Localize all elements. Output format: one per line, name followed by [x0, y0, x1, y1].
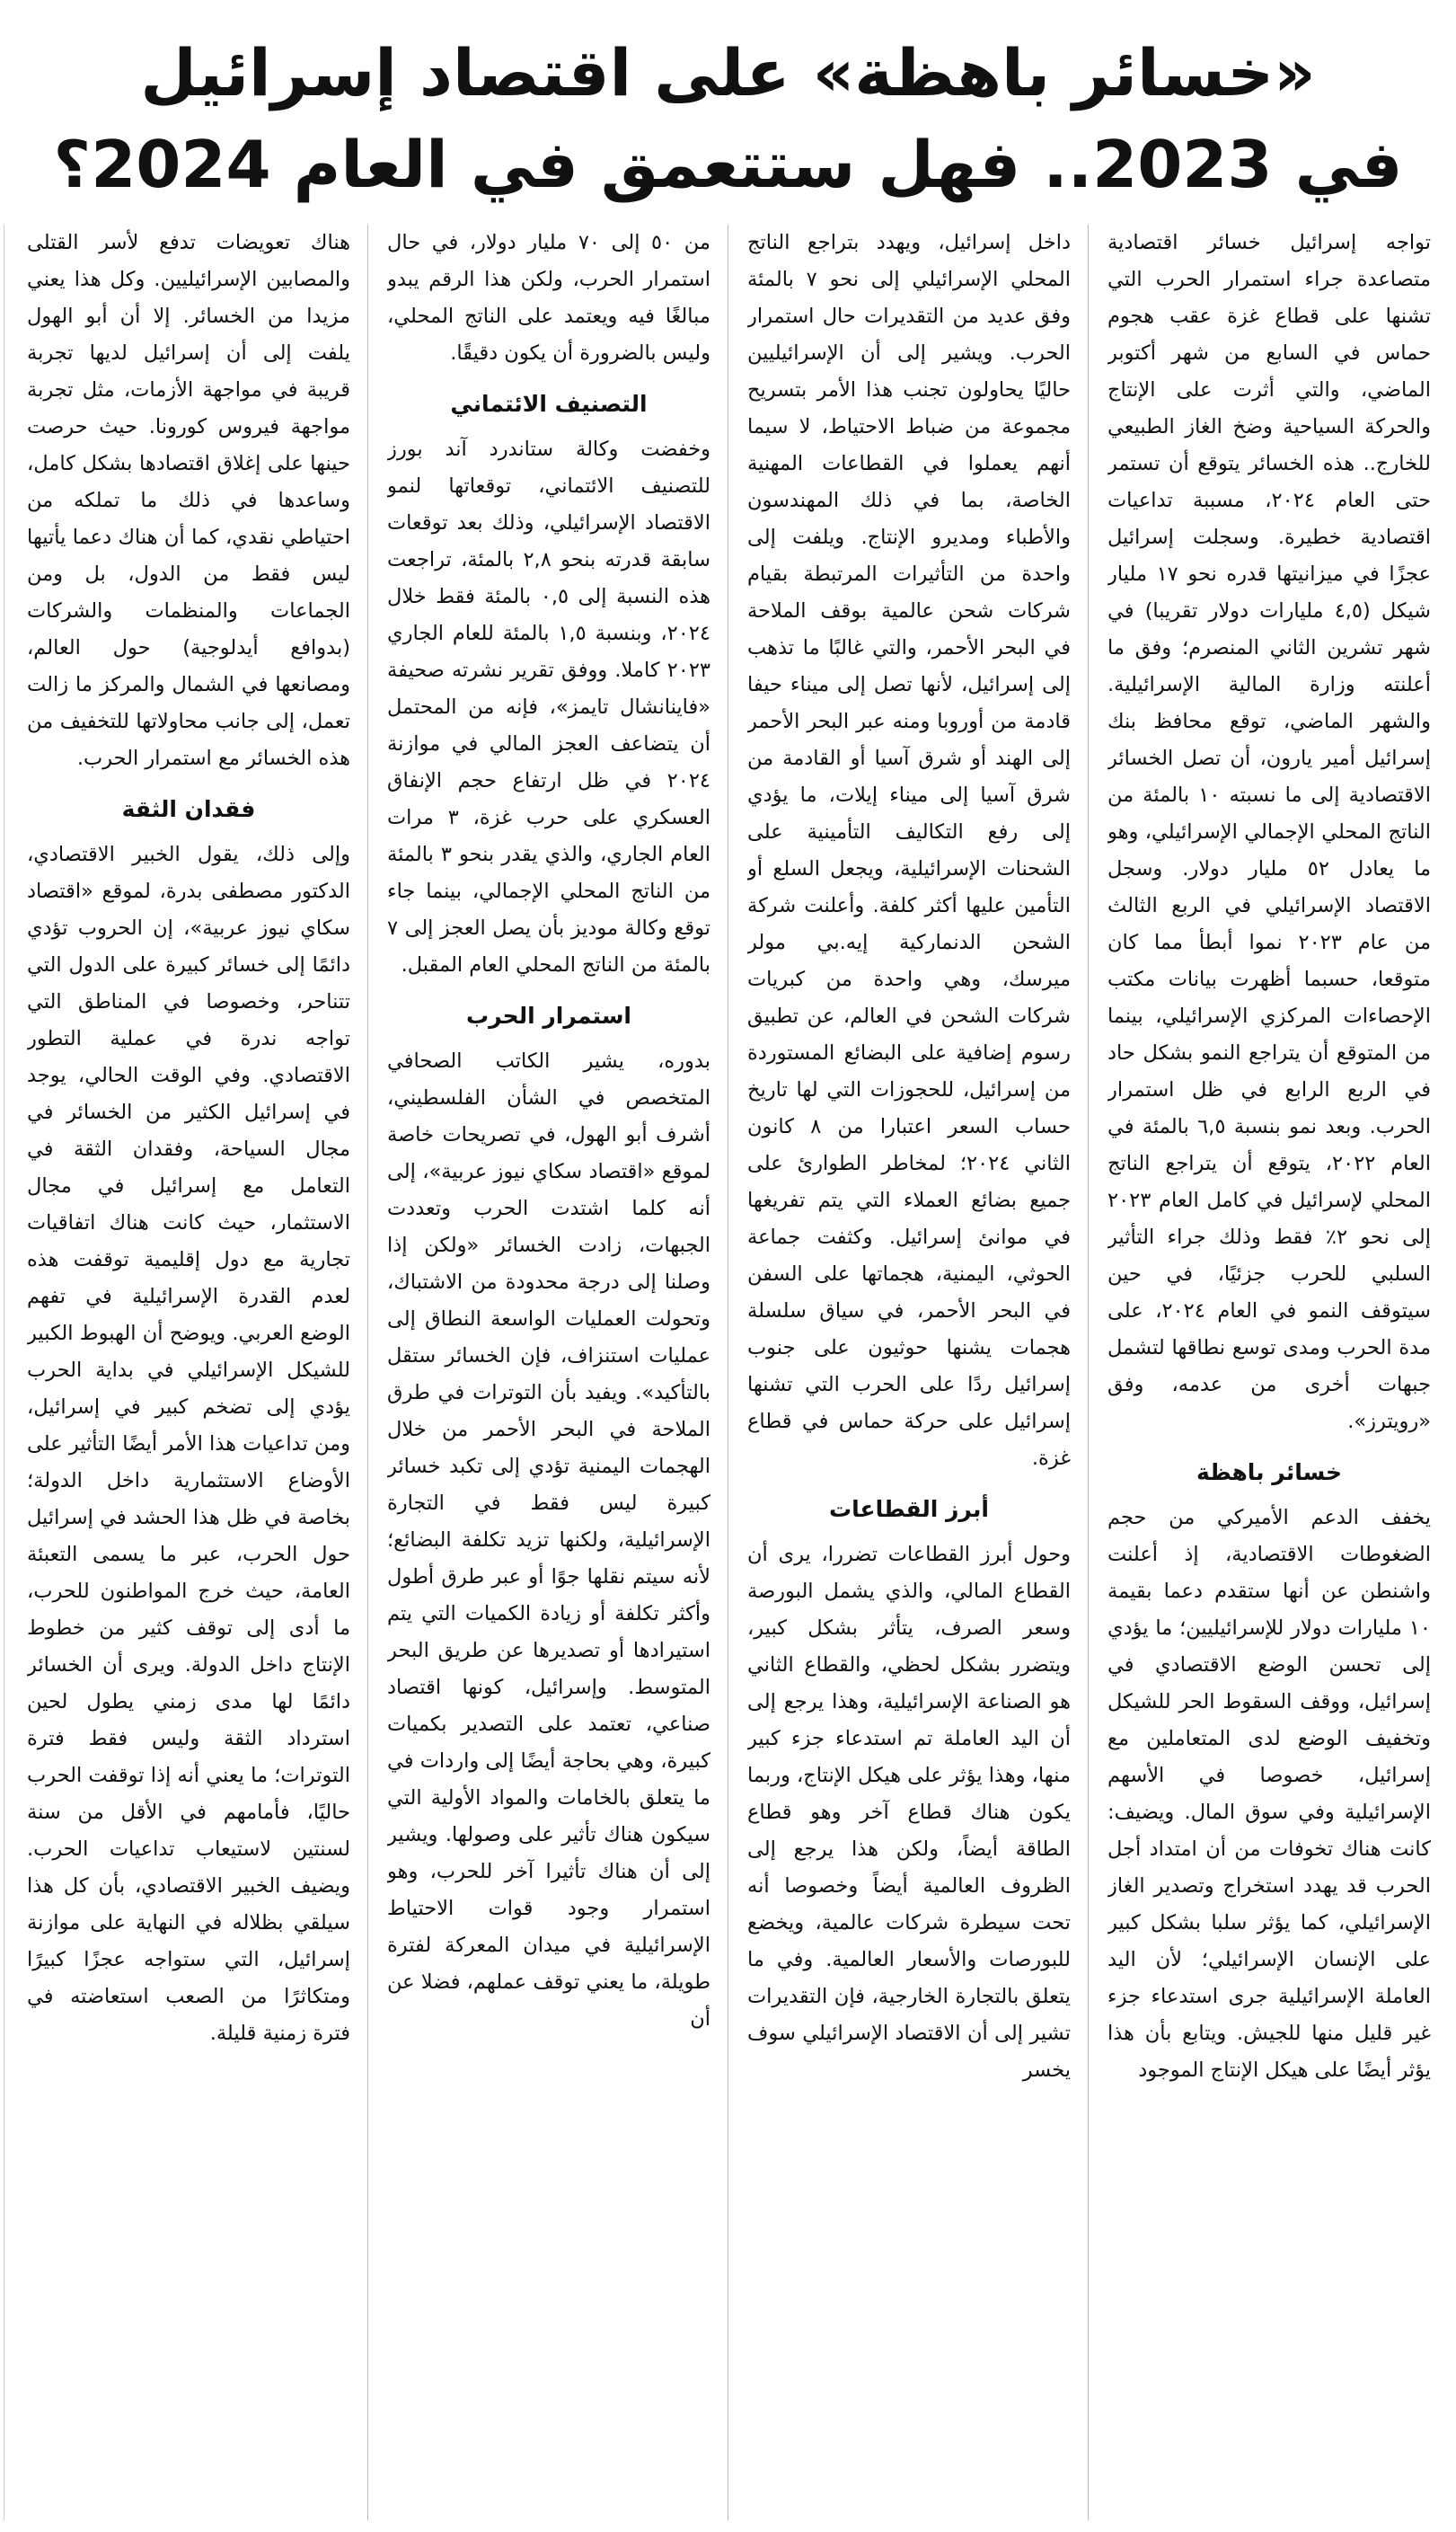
headline-line-2: في 2023.. فهل ستتعمق في العام 2024؟ — [53, 127, 1403, 202]
article-column-2 — [747, 225, 1071, 2520]
section-heading: استمرار الحرب — [466, 1003, 631, 1029]
article-column-1 — [1107, 225, 1431, 2520]
section-heading: التصنيف الائتماني — [450, 391, 648, 417]
paragraph: يخفف الدعم الأميركي من حجم الضغوطات الاقتصادية، إذ أعلنت واشنطن عن أنها ستقدم دعما بقيمة ١٠ مليارات دولار للإسرائيليين؛ ما يؤدي إلى تحسن الوضع الاقتصادي في إسرائيل، ووقف السقوط الحر للشيكل وتخفيف الوضع لدى المتعاملين مع إسرائيل، خصوصا في الأسهم الإسرائيلية وفي سوق المال. ويضيف: كانت هناك تخوفات من أن امتداد أجل الحرب قد يهدد استخراج وتصدير الغاز الإسرائيلي، كما يؤثر سلبا بشكل كبير على الإنسان الإسرائيلي؛ لأن اليد العاملة الإسرائيلية جرى استدعاء جزء غير قليل منها للجيش. ويتابع بأن هذا يؤثر أيضًا على هيكل الإنتاج الموجود — [1107, 1506, 1431, 2082]
paragraph: وخفضت وكالة ستاندرد آند بورز للتصنيف الائتماني، توقعاتها لنمو الاقتصاد الإسرائيلي، وذلك بعد توقعات سابقة قدرته بنحو ٢,٨ بالمئة، تراجعت هذه النسبة إلى ٠,٥ بالمئة فقط خلال ٢٠٢٤، وبنسبة ١,٥ بالمئة للعام الجاري ٢٠٢٣ كاملا. ووفق تقرير نشرته صحيفة «فاينانشال تايمز»، فإنه من المحتمل أن يتضاعف العجز المالي في موازنة ٢٠٢٤ في ظل ارتفاع حجم الإنفاق العسكري على حرب غزة، ٣ مرات العام الجاري، والذي يقدر بنحو ٣ بالمئة من الناتج المحلي الإجمالي، بينما جاء توقع وكالة موديز بأن يصل العجز إلى ٧ بالمئة من الناتج المحلي العام المقبل. — [387, 438, 710, 977]
paragraph: من ٥٠ إلى ٧٠ مليار دولار، في حال استمرار الحرب، ولكن هذا الرقم يبدو مبالغًا فيه ويعتمد على الناتج المحلي، وليس بالضرورة أن يكون دقيقًا. — [387, 231, 710, 365]
section-heading: فقدان الثقة — [121, 796, 256, 822]
paragraph: تواجه إسرائيل خسائر اقتصادية متصاعدة جراء استمرار الحرب التي تشنها على قطاع غزة عقب هجوم حماس في السابع من شهر أكتوبر الماضي، والتي أثرت على الإنتاج والحركة السياحية وضخ الغاز الطبيعي للخارج.. هذه الخسائر يتوقع أن تستمر حتى العام ٢٠٢٤، مسببة تداعيات اقتصادية خطيرة. وسجلت إسرائيل عجزًا في ميزانيتها قدره نحو ١٧ مليار شيكل (٤,٥ مليارات دولار تقريبا) في شهر تشرين الثاني المنصرم؛ وفق ما أعلنته وزارة المالية الإسرائيلية. والشهر الماضي، توقع محافظ بنك إسرائيل أمير يارون، أن تصل الخسائر الاقتصادية إلى ما نسبته ١٠ بالمئة من الناتج المحلي الإجمالي الإسرائيلي، وهو ما يعادل ٥٢ مليار دولار. وسجل الاقتصاد الإسرائيلي في الربع الثالث من عام ٢٠٢٣ نموا أبطأ مما كان متوقعا، حسبما أظهرت بيانات مكتب الإحصاءات المركزي الإسرائيلي، بينما من المتوقع أن يتراجع النمو بشكل حاد في الربع الرابع في ظل استمرار الحرب. وبعد نمو بنسبة ٦,٥ بالمئة في العام ٢٠٢٢، يتوقع أن يتراجع الناتج المحلي لإسرائيل في كامل العام ٢٠٢٣ إلى نحو ٢٪ فقط وذلك جراء التأثير السلبي للحرب جزئيًا، في حين سيتوقف النمو في العام ٢٠٢٤، على مدة الحرب ومدى توسع نطاقها لتشمل جبهات أخرى من عدمه، وفق «رويترز». — [1107, 231, 1431, 1433]
article-column-4 — [27, 225, 350, 2520]
paragraph: وإلى ذلك، يقول الخبير الاقتصادي، الدكتور مصطفى بدرة، لموقع «اقتصاد سكاي نيوز عربية»، إن الحروب تؤدي دائمًا إلى خسائر كبيرة على الدول التي تتناحر، وخصوصا في المناطق التي تواجه ندرة في عملية التطور الاقتصادي. وفي الوقت الحالي، يوجد في إسرائيل الكثير من الخسائر في مجال السياحة، وفقدان الثقة في التعامل مع إسرائيل في مجال الاستثمار، حيث كانت هناك اتفاقيات تجارية مع دول إقليمية توقفت هذه لعدم القدرة الإسرائيلية في تفهم الوضع العربي. ويوضح أن الهبوط الكبير للشيكل الإسرائيلي في بداية الحرب يؤدي إلى تضخم كبير في إسرائيل، ومن تداعيات هذا الأمر أيضًا التأثير على الأوضاع الاستثمارية داخل الدولة؛ بخاصة في ظل هذا الحشد في إسرائيل حول الحرب، عبر ما يسمى التعبئة العامة، حيث خرج المواطنون للحرب، ما أدى إلى توقف كثير من خطوط الإنتاج داخل الدولة. ويرى أن الخسائر دائمًا لها مدى زمني يطول لحين استرداد الثقة وليس فقط فترة التوترات؛ ما يعني أنه إذا توقفت الحرب حاليًا، فأمامهم في الأقل من سنة لسنتين لاستيعاب تداعيات الحرب. ويضيف الخبير الاقتصادي، بأن كل هذا سيلقي بظلاله في النهاية على موازنة إسرائيل، التي ستواجه عجزًا كبيرًا ومتكاثرًا من الصعب استعاضته في فترة زمنية قليلة. — [27, 843, 350, 2045]
section-heading: خسائر باهظة — [1196, 1459, 1343, 1485]
headline — [36, 27, 1420, 216]
article-column-3 — [387, 225, 710, 2520]
article-columns — [25, 225, 1431, 2520]
paragraph: وحول أبرز القطاعات تضررا، يرى أن القطاع المالي، والذي يشمل البورصة وسعر الصرف، يتأثر بشكل كبير، ويتضرر بشكل لحظي، والقطاع الثاني هو الصناعة الإسرائيلية، وهذا يرجع إلى أن اليد العاملة تم استدعاء جزء كبير منها، وهذا يؤثر على هيكل الإنتاج، وربما يكون هناك قطاع آخر وهو قطاع الطاقة أيضاً، ولكن هذا يرجع إلى الظروف العالمية أيضاً وخصوصا أنه تحت سيطرة شركات عالمية، ويخضع للبورصات والأسعار العالمية. وفي ما يتعلق بالتجارة الخارجية، فإن التقديرات تشير إلى أن الاقتصاد الإسرائيلي سوف يخسر — [747, 1543, 1071, 2082]
paragraph: هناك تعويضات تدفع لأسر القتلى والمصابين الإسرائيليين. وكل هذا يعني مزيدا من الخسائر. إلا أن أبو الهول يلفت إلى أن إسرائيل لديها تجربة قريبة في مواجهة الأزمات، مثل تجربة مواجهة فيروس كورونا. حيث حرصت حينها على إغلاق اقتصادها بشكل كامل، وساعدها في ذلك ما تملكه من احتياطي نقدي، كما أن هناك دعما يأتيها ليس فقط من الدول، بل ومن الجماعات والمنظمات والشركات (بدوافع أيدلوجية) حول العالم، ومصانعها في الشمال والمركز ما زالت تعمل، إلى جانب محاولاتها للتخفيف من هذه الخسائر مع استمرار الحرب. — [27, 231, 350, 770]
headline-line-1: «خسائر باهظة» على اقتصاد إسرائيل — [140, 35, 1316, 111]
column-divider — [367, 225, 368, 2520]
section-heading: أبرز القطاعات — [829, 1496, 989, 1522]
column-divider — [1088, 225, 1089, 2520]
paragraph: داخل إسرائيل، ويهدد بتراجع الناتج المحلي الإسرائيلي إلى نحو ٧ بالمئة وفق عديد من التقديرات حال استمرار الحرب. ويشير إلى أن الإسرائيليين حاليًا يحاولون تجنب هذا الأمر بتسريح مجموعة من ضباط الاحتياط، لا سيما أنهم يعملوا في القطاعات المهنية الخاصة، بما في ذلك المهندسون والأطباء ومديرو الإنتاج. ويلفت إلى واحدة من التأثيرات المرتبطة بقيام شركات شحن عالمية بوقف الملاحة في البحر الأحمر، والتي غالبًا ما تذهب إلى إسرائيل، لأنها تصل إلى ميناء حيفا قادمة من أوروبا ومنه عبر البحر الأحمر إلى الهند أو شرق آسيا أو القادمة من شرق آسيا إلى ميناء إيلات، ما يؤدي إلى رفع التكاليف التأمينية على الشحنات الإسرائيلية، ويجعل السلع أو التأمين عليها أكثر كلفة. وأعلنت شركة الشحن الدنماركية إيه.بي مولر ميرسك، وهي واحدة من كبريات شركات الشحن في العالم، عن تطبيق رسوم إضافية على البضائع المستوردة من إسرائيل، للحجوزات التي لها تاريخ حساب السعر اعتبارا من ٨ كانون الثاني ٢٠٢٤؛ لمخاطر الطوارئ على جميع بضائع العملاء التي يتم تفريغها في موانئ إسرائيل. وكثفت جماعة الحوثي، اليمنية، هجماتها على السفن في البحر الأحمر، في سياق سلسلة هجمات يشنها حوثيون على جنوب إسرائيل ردًا على الحرب التي تشنها إسرائيل على حركة حماس في قطاع غزة. — [747, 231, 1071, 1470]
paragraph: بدوره، يشير الكاتب الصحافي المتخصص في الشأن الفلسطيني، أشرف أبو الهول، في تصريحات خاصة لموقع «اقتصاد سكاي نيوز عربية»، إلى أنه كلما اشتدت الحرب وتعددت الجبهات، زادت الخسائر «ولكن إذا وصلنا إلى درجة محدودة من الاشتباك، وتحولت العمليات الواسعة النطاق إلى عمليات استنزاف، فإن الخسائر ستقل بالتأكيد». ويفيد بأن التوترات في طرق الملاحة في البحر الأحمر من خلال الهجمات اليمنية تؤدي إلى تكبد خسائر كبيرة ليس فقط في التجارة الإسرائيلية، ولكنها تزيد تكلفة البضائع؛ لأنه سيتم نقلها جوًا أو عبر طرق أطول وأكثر تكلفة أو زيادة الكميات التي يتم استيرادها أو تصديرها عن طريق البحر المتوسط. وإسرائيل، كونها اقتصاد صناعي، تعتمد على التصدير بكميات كبيرة، وهي بحاجة أيضًا إلى واردات في ما يتعلق بالخامات والمواد الأولية التي سيكون هناك تأثير على وصولها. ويشير إلى أن هناك تأثيرا آخر للحرب، وهو استمرار وجود قوات الاحتياط الإسرائيلية في ميدان المعركة لفترة طويلة، ما يعني توقف عملهم، فضلا عن أن — [387, 1049, 710, 2031]
